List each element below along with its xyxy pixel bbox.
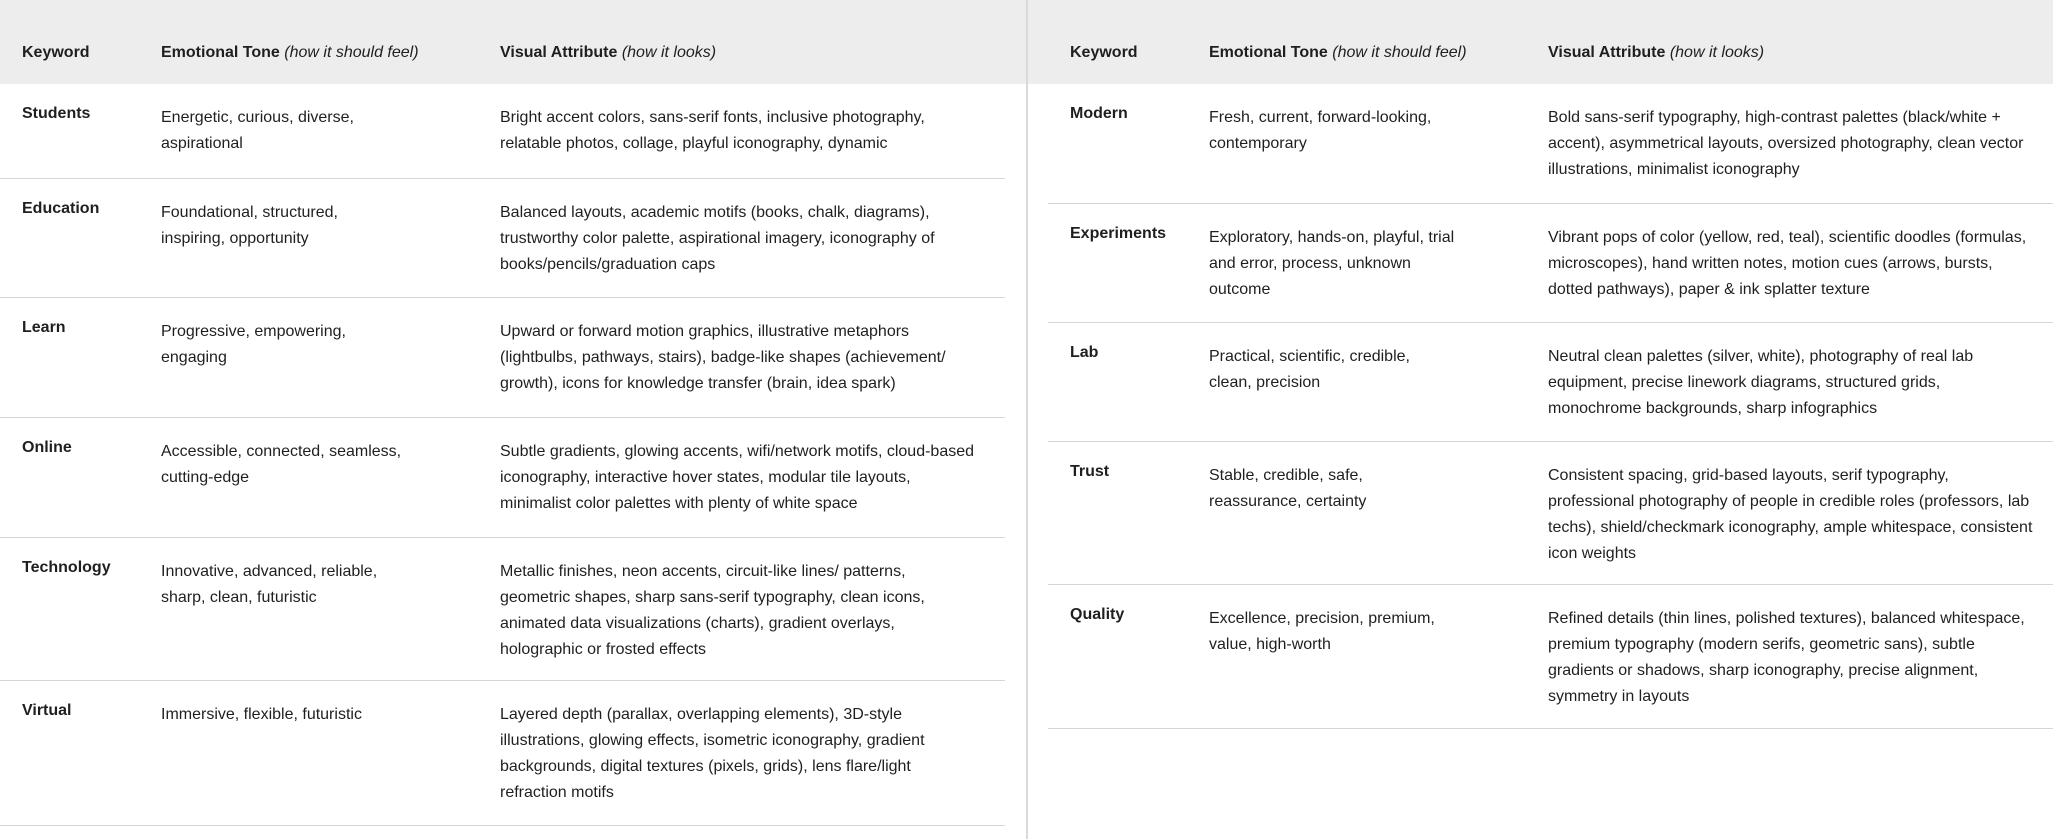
row-keyword: Lab [1070,344,1099,361]
row-keyword: Modern [1070,105,1128,122]
table-row [0,84,1005,179]
row-visual: Balanced layouts, academic motifs (books, chalk, diagrams), trustworthy color palette, aspirational imagery, iconography of books/pencils/graduation caps [500,204,935,273]
panel-divider [1026,0,1028,839]
table-row [1048,84,2053,204]
row-keyword: Experiments [1070,225,1167,242]
table-row [1048,204,2053,323]
table-row [1048,442,2053,585]
left-table [0,0,1005,839]
row-tone: Progressive, empowering, engaging [161,323,346,366]
row-tone: Fresh, current, forward-looking, contemporary [1209,109,1432,152]
row-keyword: Technology [22,559,111,576]
header-emotional-tone: Emotional Tone (how it should feel) [161,44,419,61]
table-row [0,179,1005,298]
table-row [0,681,1005,826]
row-tone: Excellence, precision, premium, value, high-worth [1209,610,1435,653]
right-table [1048,0,2053,839]
header-keyword: Keyword [1070,44,1138,61]
row-visual: Subtle gradients, glowing accents, wifi/network motifs, cloud-based iconography, interactive hover states, modular tile layouts, minimalist color palettes with plenty of white space [500,443,975,512]
row-keyword: Students [22,105,91,122]
header-emotional-tone: Emotional Tone (how it should feel) [1209,44,1467,61]
row-tone: Energetic, curious, diverse, aspirational [161,109,354,152]
row-tone: Immersive, flexible, futuristic [161,706,362,723]
row-visual: Refined details (thin lines, polished textures), balanced whitespace, premium typography (modern serifs, geometric sans), subtle gradients or shadows, sharp iconography, precise alignment, symmetry in layouts [1548,610,2025,705]
table-row [0,538,1005,681]
row-keyword: Virtual [22,702,72,719]
row-visual: Vibrant pops of color (yellow, red, teal), scientific doodles (formulas, microscopes), hand written notes, motion cues (arrows, bursts, dotted pathways), paper & ink splatter texture [1548,229,2027,298]
row-visual: Neutral clean palettes (silver, white), photography of real lab equipment, precise linework diagrams, structured grids, monochrome backgrounds, sharp infographics [1548,348,1974,417]
row-keyword: Trust [1070,463,1110,480]
header-keyword: Keyword [22,44,90,61]
row-tone: Exploratory, hands-on, playful, trial and error, process, unknown outcome [1209,229,1455,298]
header-visual-attribute: Visual Attribute (how it looks) [1548,44,1765,61]
row-tone: Stable, credible, safe, reassurance, certainty [1209,467,1367,510]
table-header [1048,44,2053,72]
row-tone: Practical, scientific, credible, clean, precision [1209,348,1410,391]
row-visual: Bright accent colors, sans-serif fonts, inclusive photography, relatable photos, collage, playful iconography, dynamic [500,109,925,152]
table-row [0,298,1005,418]
row-tone: Foundational, structured, inspiring, opportunity [161,204,338,247]
row-keyword: Quality [1070,606,1125,623]
row-tone: Accessible, connected, seamless, cutting-edge [161,443,402,486]
table-row [1048,585,2053,729]
row-visual: Upward or forward motion graphics, illustrative metaphors (lightbulbs, pathways, stairs), badge-like shapes (achievement/ growth), icons for knowledge transfer (brain, idea spark) [500,323,946,392]
row-visual: Layered depth (parallax, overlapping elements), 3D-style illustrations, glowing effects, isometric iconography, gradient backgrounds, digital textures (pixels, grids), lens flare/light refraction motifs [500,706,925,801]
row-visual: Consistent spacing, grid-based layouts, serif typography, professional photography of people in credible roles (professors, lab techs), shield/checkmark iconography, ample whitespace, consistent icon weights [1548,467,2033,562]
table-row [1048,323,2053,442]
table-row [0,418,1005,538]
table-header [0,44,1005,72]
row-visual: Bold sans-serif typography, high-contrast palettes (black/white + accent), asymmetrical layouts, oversized photography, clean vector illustrations, minimalist iconography [1548,109,2024,178]
row-tone: Innovative, advanced, reliable, sharp, clean, futuristic [161,563,378,606]
row-keyword: Online [22,439,72,456]
row-keyword: Education [22,200,100,217]
row-visual: Metallic finishes, neon accents, circuit-like lines/ patterns, geometric shapes, sharp sans-serif typography, clean icons, animated data visualizations (charts), gradient overlays, holographic or frosted effects [500,563,925,658]
header-visual-attribute: Visual Attribute (how it looks) [500,44,717,61]
row-keyword: Learn [22,319,66,336]
